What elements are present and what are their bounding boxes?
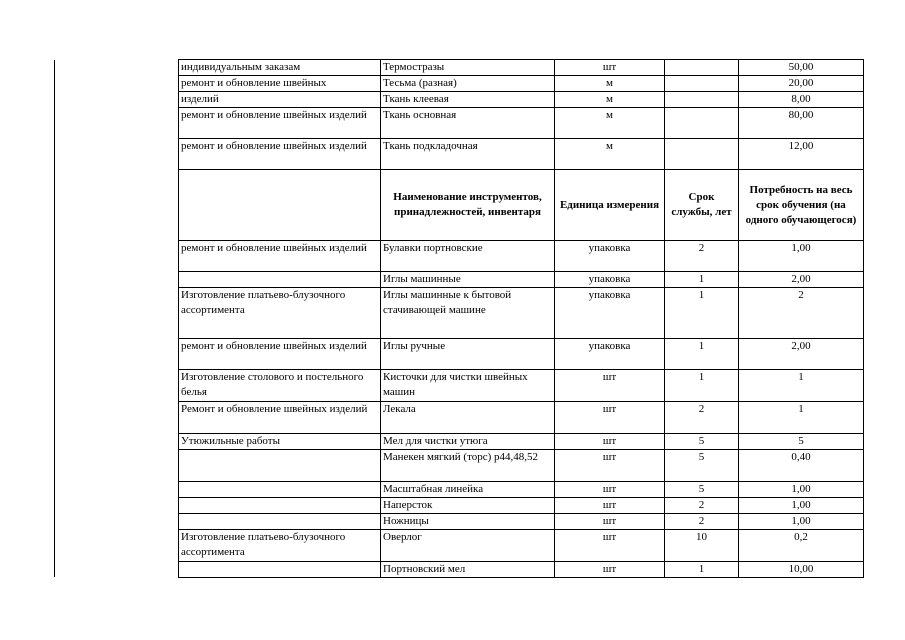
need-cell: 8,00 — [739, 92, 864, 108]
category-cell — [179, 482, 381, 498]
term-cell: 2 — [665, 514, 739, 530]
materials-table — [178, 59, 864, 578]
unit-cell: м — [555, 76, 665, 92]
table-row — [179, 92, 864, 108]
term-cell — [665, 139, 739, 170]
unit-cell: шт — [555, 562, 665, 578]
category-cell — [179, 514, 381, 530]
unit-cell: упаковка — [555, 288, 665, 339]
need-cell: 2,00 — [739, 339, 864, 370]
header-empty-cell — [179, 170, 381, 241]
category-cell: ремонт и обновление швейных — [179, 76, 381, 92]
unit-cell: м — [555, 108, 665, 139]
item-cell: Термостразы — [381, 60, 555, 76]
item-cell: Ткань клеевая — [381, 92, 555, 108]
table-row — [179, 108, 864, 139]
unit-cell: шт — [555, 370, 665, 402]
header-name: Наименование инструментов, принадлежностей, инвентаря — [381, 170, 555, 241]
term-cell: 5 — [665, 482, 739, 498]
term-cell: 1 — [665, 370, 739, 402]
unit-cell: м — [555, 139, 665, 170]
header-unit: Единица измерения — [555, 170, 665, 241]
need-cell: 12,00 — [739, 139, 864, 170]
unit-cell: шт — [555, 60, 665, 76]
tools-header-row — [179, 170, 864, 241]
term-cell: 1 — [665, 288, 739, 339]
unit-cell: упаковка — [555, 241, 665, 272]
table-row — [179, 450, 864, 482]
term-cell: 5 — [665, 434, 739, 450]
header-need: Потребность на весь срок обучения (на одного обучающегося) — [739, 170, 864, 241]
category-cell — [179, 562, 381, 578]
item-cell: Иглы машинные к бытовой стачивающей машине — [381, 288, 555, 339]
unit-cell: шт — [555, 434, 665, 450]
item-cell: Ткань подкладочная — [381, 139, 555, 170]
item-cell: Ткань основная — [381, 108, 555, 139]
term-cell — [665, 76, 739, 92]
item-cell: Портновский мел — [381, 562, 555, 578]
table-row — [179, 60, 864, 76]
category-cell: индивидуальным заказам — [179, 60, 381, 76]
table-row — [179, 482, 864, 498]
item-cell: Иглы ручные — [381, 339, 555, 370]
need-cell: 0,2 — [739, 530, 864, 562]
table-row — [179, 76, 864, 92]
term-cell: 2 — [665, 241, 739, 272]
unit-cell: шт — [555, 498, 665, 514]
category-cell: Ремонт и обновление швейных изделий — [179, 402, 381, 434]
category-cell — [179, 272, 381, 288]
category-cell: ремонт и обновление швейных изделий — [179, 139, 381, 170]
item-cell: Манекен мягкий (торс) р44,48,52 — [381, 450, 555, 482]
category-cell: изделий — [179, 92, 381, 108]
category-cell: ремонт и обновление швейных изделий — [179, 241, 381, 272]
category-cell: Изготовление платьево-блузочного ассортимента — [179, 288, 381, 339]
need-cell: 1,00 — [739, 498, 864, 514]
unit-cell: упаковка — [555, 272, 665, 288]
left-margin-rule — [54, 60, 55, 577]
unit-cell: шт — [555, 514, 665, 530]
item-cell: Мел для чистки утюга — [381, 434, 555, 450]
need-cell: 20,00 — [739, 76, 864, 92]
item-cell: Лекала — [381, 402, 555, 434]
table-row — [179, 139, 864, 170]
need-cell: 50,00 — [739, 60, 864, 76]
item-cell: Тесьма (разная) — [381, 76, 555, 92]
category-cell — [179, 498, 381, 514]
table-row — [179, 514, 864, 530]
need-cell: 80,00 — [739, 108, 864, 139]
table-row — [179, 370, 864, 402]
unit-cell: шт — [555, 402, 665, 434]
table-row — [179, 288, 864, 339]
need-cell: 1,00 — [739, 482, 864, 498]
need-cell: 1,00 — [739, 514, 864, 530]
term-cell: 1 — [665, 339, 739, 370]
item-cell: Оверлог — [381, 530, 555, 562]
unit-cell: шт — [555, 482, 665, 498]
table-row — [179, 402, 864, 434]
unit-cell: шт — [555, 530, 665, 562]
need-cell: 0,40 — [739, 450, 864, 482]
category-cell: Утюжильные работы — [179, 434, 381, 450]
need-cell: 5 — [739, 434, 864, 450]
unit-cell: м — [555, 92, 665, 108]
unit-cell: шт — [555, 450, 665, 482]
table-row — [179, 241, 864, 272]
term-cell: 2 — [665, 498, 739, 514]
term-cell — [665, 108, 739, 139]
need-cell: 1,00 — [739, 241, 864, 272]
need-cell: 2,00 — [739, 272, 864, 288]
header-term: Срок службы, лет — [665, 170, 739, 241]
unit-cell: упаковка — [555, 339, 665, 370]
item-cell: Иглы машинные — [381, 272, 555, 288]
term-cell: 5 — [665, 450, 739, 482]
table-row — [179, 562, 864, 578]
item-cell: Масштабная линейка — [381, 482, 555, 498]
item-cell: Кисточки для чистки швейных машин — [381, 370, 555, 402]
category-cell: Изготовление платьево-блузочного ассортимента — [179, 530, 381, 562]
table-row — [179, 498, 864, 514]
table-row — [179, 434, 864, 450]
term-cell — [665, 92, 739, 108]
term-cell: 2 — [665, 402, 739, 434]
category-cell: ремонт и обновление швейных изделий — [179, 339, 381, 370]
category-cell: Изготовление столового и постельного белья — [179, 370, 381, 402]
term-cell: 10 — [665, 530, 739, 562]
item-cell: Наперсток — [381, 498, 555, 514]
need-cell: 1 — [739, 402, 864, 434]
term-cell: 1 — [665, 272, 739, 288]
table-row — [179, 272, 864, 288]
term-cell — [665, 60, 739, 76]
category-cell: ремонт и обновление швейных изделий — [179, 108, 381, 139]
table-row — [179, 530, 864, 562]
item-cell: Ножницы — [381, 514, 555, 530]
need-cell: 2 — [739, 288, 864, 339]
term-cell: 1 — [665, 562, 739, 578]
item-cell: Булавки портновские — [381, 241, 555, 272]
need-cell: 1 — [739, 370, 864, 402]
need-cell: 10,00 — [739, 562, 864, 578]
category-cell — [179, 450, 381, 482]
table-row — [179, 339, 864, 370]
